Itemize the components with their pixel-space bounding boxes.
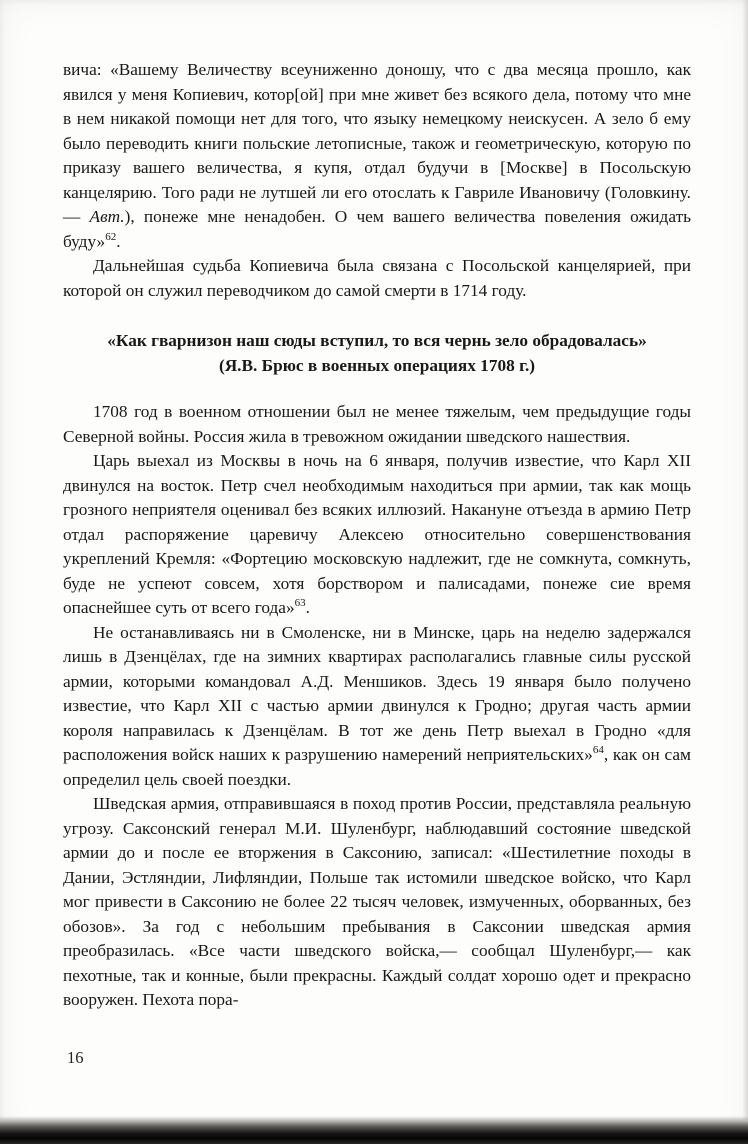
paragraph-text: Не останавливаясь ни в Смоленске, ни в Минске, царь на неделю задержался лишь в Дзенцёлах, где на зимних квартирах располагались главные силы русской армии, которыми командовал А.Д. Меншиков. Здесь 19 января было получено известие, что Карл XII с частью армии двинулся к Гродно; другая часть армии короля направилась к Дзенцёлам. В тот же день Петр выехал в Гродно «для расположения войск наших к разрушению намерений неприятельских» [63,622,691,764]
scan-edge-right [742,0,748,1144]
author-note-italic: Авт. [89,207,125,226]
paragraph-dzencioly [63,621,691,793]
section-heading-line2: (Я.В. Брюс в военных операциях 1708 г.) [218,355,536,375]
paragraph-1708-intro: 1708 год в военном отношении был не менее тяжелым, чем предыдущие годы Северной войны. Россия жила в тревожном ожидании шведского нашествия. [63,402,691,446]
text-block [63,58,691,1013]
paragraph-kopievich-fate: Дальнейшая судьба Копиевича была связана с Посольской канцелярией, при которой он служил переводчиком до самой смерти в 1714 году. [63,256,691,300]
paragraph-tsar-departure [63,449,691,621]
page-number: 16 [67,1048,84,1067]
footnote-ref-64: 64 [592,744,604,757]
section-heading-line1: «Как гварнизон наш сюды вступил, то вся чернь зело обрадовалась» [107,331,647,350]
paragraph-text: ), понеже мне ненадобен. О чем вашего величества повеления ожидать буду» [63,207,691,251]
footnote-ref-63: 63 [294,597,306,610]
paragraph-text: Царь выехал из Москвы в ночь на 6 января, получив известие, что Карл XII двинулся на восток. Петр счел необходимым находиться при армии, так как мощь грозного неприятеля оценивал без всяких иллюзий. Накануне отъезда в армию Петр отдал распоряжение царевичу Алексею относительно совершенствования укреплений Кремля: «Фортецию московскую надлежит, где не сомкнута, сомкнуть, буде не успеют совсем, хотя борствором и палисадами, понеже сие время опаснейшее суть от всего года» [63,451,691,617]
scan-edge-bottom-bar [0,1116,748,1144]
paragraph-text: . [116,231,121,251]
paragraph-swedish-army: Шведская армия, отправившаяся в поход против России, представляла реальную угрозу. Саксонский генерал М.И. Шуленбург, наблюдавший состояние шведской армии до и после ее вторжения в Саксонию, записал: «Шестилетние походы в Дании, Эстляндии, Лифляндии, Польше так истомили шведское войско, что Карл мог привести в Саксонию не более 22 тысяч человек, измученных, оборванных, без обозов». За год с небольшим пребывания в Саксонии шведская армия преобразилась. «Все части шведского войска,— сообщал Шуленбург,— как пехотные, так и конные, были прекрасны. Каждый солдат хорошо одет и прекрасно вооружен. Пехота пора- [63,794,691,1009]
paragraph-text: . [305,598,310,617]
paragraph-text: вича: «Вашему Величеству всеуниженно доношу, что с два месяца прошло, как явился у меня Копиевич, котор[ой] при мне живет без всякого дела, потому что мне в нем никакой помощи нет для того, что языку немецкому неискусен. А зело б ему было переводить книги польские летописные, також и геометрическую, которую по приказу вашего величества, я купя, отдал будучи в [Москве] в Посольскую канцелярию. Того ради не лутшей ли его отослать к Гавриле Ивановичу (Головкину. — [63,60,691,226]
section-heading [63,329,691,378]
paragraph-text: , как он сам определил цель своей поездки. [63,745,691,789]
paragraph-continuation [63,58,691,254]
footnote-ref-62: 62 [105,230,117,243]
